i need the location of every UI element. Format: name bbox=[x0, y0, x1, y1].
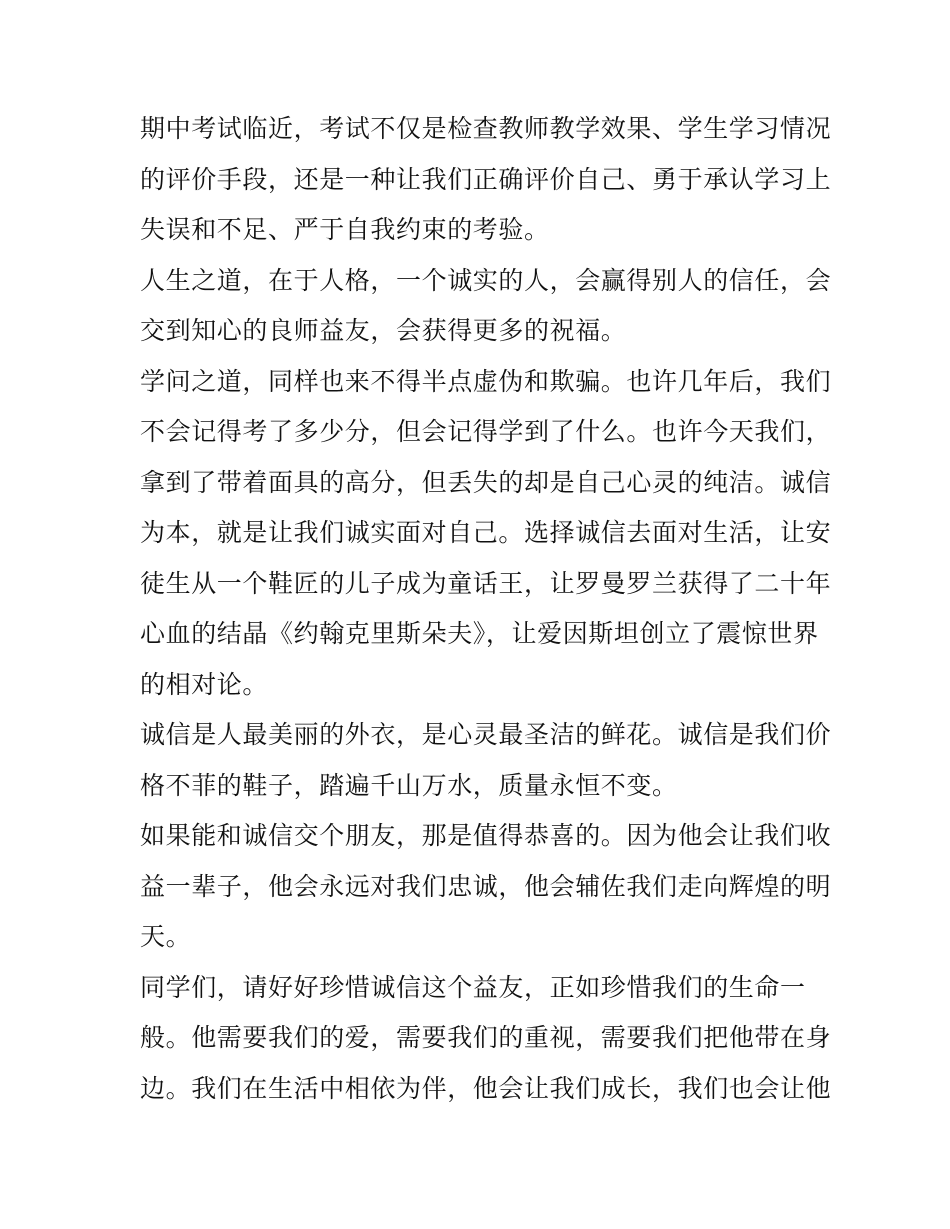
text-line: 期中考试临近，考试不仅是检查教师教学效果、学生学习情况 bbox=[140, 114, 832, 143]
text-line: 诚信是人最美丽的外衣，是心灵最圣洁的鲜花。诚信是我们价 bbox=[140, 720, 832, 749]
text-line: 边。我们在生活中相依为伴，他会让我们成长，我们也会让他 bbox=[140, 1073, 832, 1103]
text-line: 为本，就是让我们诚实面对自己。选择诚信去面对生活，让安 bbox=[140, 518, 832, 547]
text-line: 人生之道，在于人格，一个诚实的人，会赢得别人的信任，会 bbox=[140, 265, 832, 295]
text-line: 益一辈子，他会永远对我们忠诚，他会辅佐我们走向辉煌的明 bbox=[140, 871, 832, 901]
text-line: 的评价手段，还是一种让我们正确评价自己、勇于承认学习上 bbox=[140, 164, 832, 194]
text-line: 如果能和诚信交个朋友，那是值得恭喜的。因为他会让我们收 bbox=[140, 821, 832, 850]
text-line: 拿到了带着面具的高分，但丢失的却是自己心灵的纯洁。诚信 bbox=[140, 467, 832, 497]
text-line: 心血的结晶《约翰克里斯朵夫》，让爱因斯坦创立了震惊世界 bbox=[140, 619, 819, 648]
text-line: 失误和不足、严于自我约束的考验。 bbox=[140, 215, 550, 244]
document-body bbox=[140, 104, 832, 1114]
text-line: 徒生从一个鞋匠的儿子成为童话王，让罗曼罗兰获得了二十年 bbox=[140, 568, 832, 598]
text-line: 的相对论。 bbox=[140, 669, 269, 699]
text-line: 不会记得考了多少分，但会记得学到了什么。也许今天我们， bbox=[140, 417, 832, 446]
text-line: 般。他需要我们的爱，需要我们的重视，需要我们把他带在身 bbox=[140, 1023, 832, 1052]
text-line: 格不菲的鞋子，踏遍千山万水，质量永恒不变。 bbox=[140, 770, 678, 800]
text-line: 同学们，请好好珍惜诚信这个益友，正如珍惜我们的生命一 bbox=[140, 972, 806, 1002]
text-line: 天。 bbox=[140, 922, 192, 951]
text-line: 交到知心的良师益友，会获得更多的祝福。 bbox=[140, 316, 627, 345]
text-line: 学问之道，同样也来不得半点虚伪和欺骗。也许几年后，我们 bbox=[140, 366, 832, 396]
